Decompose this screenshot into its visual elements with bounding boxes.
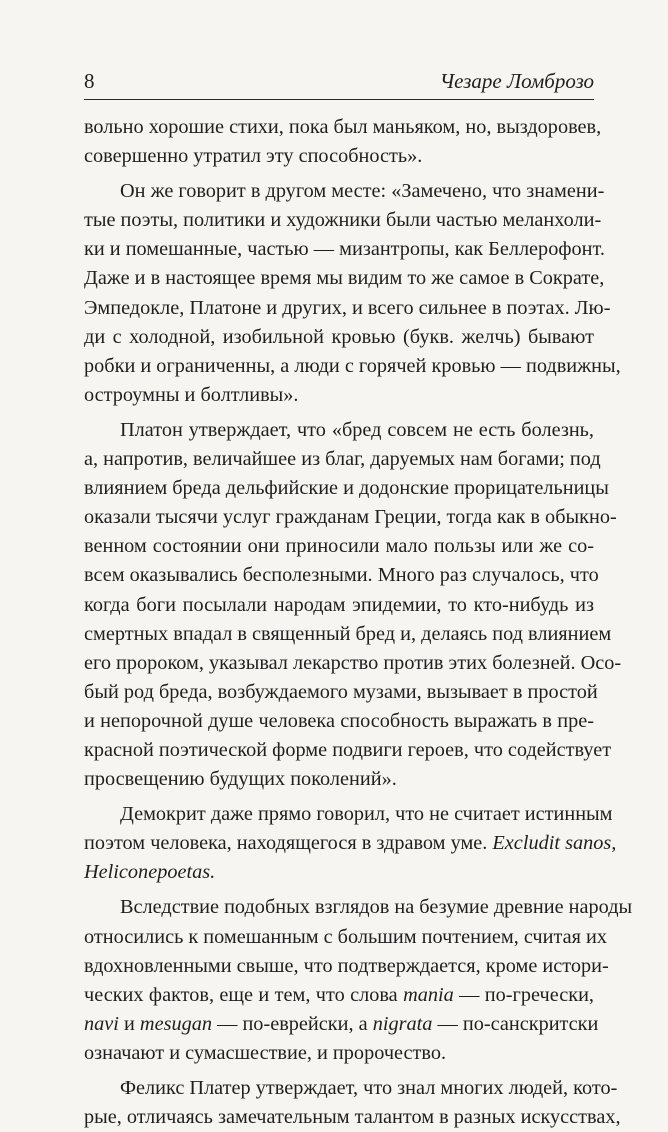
text-line (84, 416, 594, 445)
text-segment: поэтом человека, находящегося в здравом уме. (84, 832, 493, 855)
text-line (84, 800, 613, 829)
text-segment: Эмпедокле, Платоне и других, и всего сильнее в поэтах. Лю- (84, 296, 611, 319)
running-head-author: Чезаре Ломброзо (439, 69, 594, 93)
text-segment: вольно хорошие стихи, пока был маньяком, но, выздоровев, (84, 116, 602, 138)
text-line (84, 532, 594, 561)
text-line (84, 142, 594, 171)
header-rule (84, 99, 594, 100)
text-line (84, 923, 607, 952)
text-line (84, 649, 622, 678)
text-segment: рые, отличаясь замечательным талантом в разных искусствах, (84, 1106, 621, 1129)
text-segment: робки и ограниченны, а люди с горячей кровью — подвижны, (84, 354, 621, 377)
paragraph (84, 1074, 621, 1132)
text-segment: красной поэтической форме подвиги героев, что содействует (84, 738, 612, 761)
text-line (84, 206, 602, 235)
text-line (84, 352, 621, 381)
text-segment: вдохновленными свыше, что подтверждается, кроме истори- (84, 954, 609, 977)
italic-text: mesugan (139, 1012, 213, 1035)
text-segment: Демокрит даже прямо говорил, что не считает истинным (120, 803, 613, 826)
text-segment: Платон утверждает, что «бред совсем не есть болезнь, (120, 418, 594, 441)
text-segment: Вследствие подобных взглядов на безумие древние народы (120, 896, 633, 919)
text-segment: просвещению будущих поколений». (84, 768, 397, 791)
page-number: 8 (84, 69, 95, 93)
paragraph (84, 113, 602, 171)
text-line (84, 736, 612, 765)
text-segment: остроумны и болтливы». (84, 383, 299, 406)
text-segment: Феликс Платер утверждает, что знал многих людей, кото- (120, 1077, 618, 1099)
text-segment: — по-санскритски (432, 1012, 599, 1035)
italic-text: Excludit sanos, (492, 832, 617, 855)
text-segment: ки и помешанные, частью — мизантропы, как Беллерофонт. (84, 238, 605, 261)
text-line (84, 503, 617, 532)
text-segment: Он же говорит в другом месте: «Замечено, что знамени- (120, 180, 605, 203)
text-segment: влиянием бреда дельфийские и додонские прорицательницы (84, 477, 609, 500)
text-segment: совершенно утратил эту способность». (84, 145, 423, 168)
text-segment: венном состоянии они приносили мало пользы или же со- (84, 535, 594, 558)
text-line (84, 981, 594, 1010)
text-segment: относились к помешанным с большим почтением, считая их (84, 925, 607, 948)
text-segment: бый род бреда, возбуждаемого музами, вызывает в простой (84, 680, 598, 703)
text-line (84, 1010, 599, 1039)
text-segment: означают и сумасшествие, и пророчество. (84, 1041, 447, 1064)
running-head (84, 66, 594, 96)
text-segment: всем оказывались бесполезными. Много раз случалось, что (84, 564, 599, 587)
text-line (84, 678, 598, 707)
text-line (84, 1103, 621, 1132)
text-line (84, 1039, 594, 1068)
paragraph (84, 177, 621, 410)
text-segment: — по-гречески, (453, 983, 594, 1006)
italic-text: Heliconepoetas. (84, 861, 216, 884)
paragraph (84, 893, 633, 1068)
text-line (84, 893, 633, 922)
text-segment: ческих фактов, еще и тем, что слова (84, 983, 404, 1006)
text-segment: тые поэты, политики и художники были частью меланхоли- (84, 209, 602, 232)
text-segment: смертных впадал в священный бред и, делаясь под влиянием (84, 622, 612, 645)
text-line (84, 561, 599, 590)
text-line (84, 707, 594, 736)
text-segment: и (118, 1012, 140, 1035)
text-line (84, 294, 611, 323)
text-line (84, 381, 594, 410)
text-segment: Даже и в настоящее время мы видим то же самое в Сократе, (84, 267, 605, 290)
text-segment: и непорочной душе человека способность выражать в пре- (84, 709, 594, 732)
text-segment: когда боги посылали народам эпидемии, то кто-нибудь из (84, 593, 594, 616)
text-line (84, 952, 609, 981)
text-segment: оказали тысячи услуг гражданам Греции, тогда как в обыкно- (84, 506, 617, 529)
text-line (84, 620, 612, 649)
text-line (84, 591, 594, 620)
text-line (84, 113, 602, 142)
text-line (84, 765, 594, 794)
text-line (84, 858, 594, 887)
text-line (84, 829, 617, 858)
text-line (84, 177, 605, 206)
italic-text: mania (403, 983, 454, 1006)
text-segment: ди с холодной, изобильной кровью (букв. желчь) бывают (84, 325, 594, 348)
text-line (84, 1074, 618, 1103)
text-line (84, 323, 594, 352)
text-segment: а, напротив, величайшее из благ, даруемых нам богами; под (84, 448, 601, 471)
text-line (84, 264, 605, 293)
text-segment: — по-еврейски, а (212, 1012, 373, 1035)
paragraph (84, 800, 617, 887)
text-line (84, 445, 601, 474)
text-line (84, 474, 609, 503)
text-line (84, 235, 605, 264)
italic-text: navi (84, 1012, 119, 1035)
text-segment: его пророком, указывал лекарство против этих болезней. Осо- (84, 651, 622, 674)
body-text (84, 113, 633, 1132)
paragraph (84, 416, 622, 794)
italic-text: nigrata (372, 1012, 433, 1035)
